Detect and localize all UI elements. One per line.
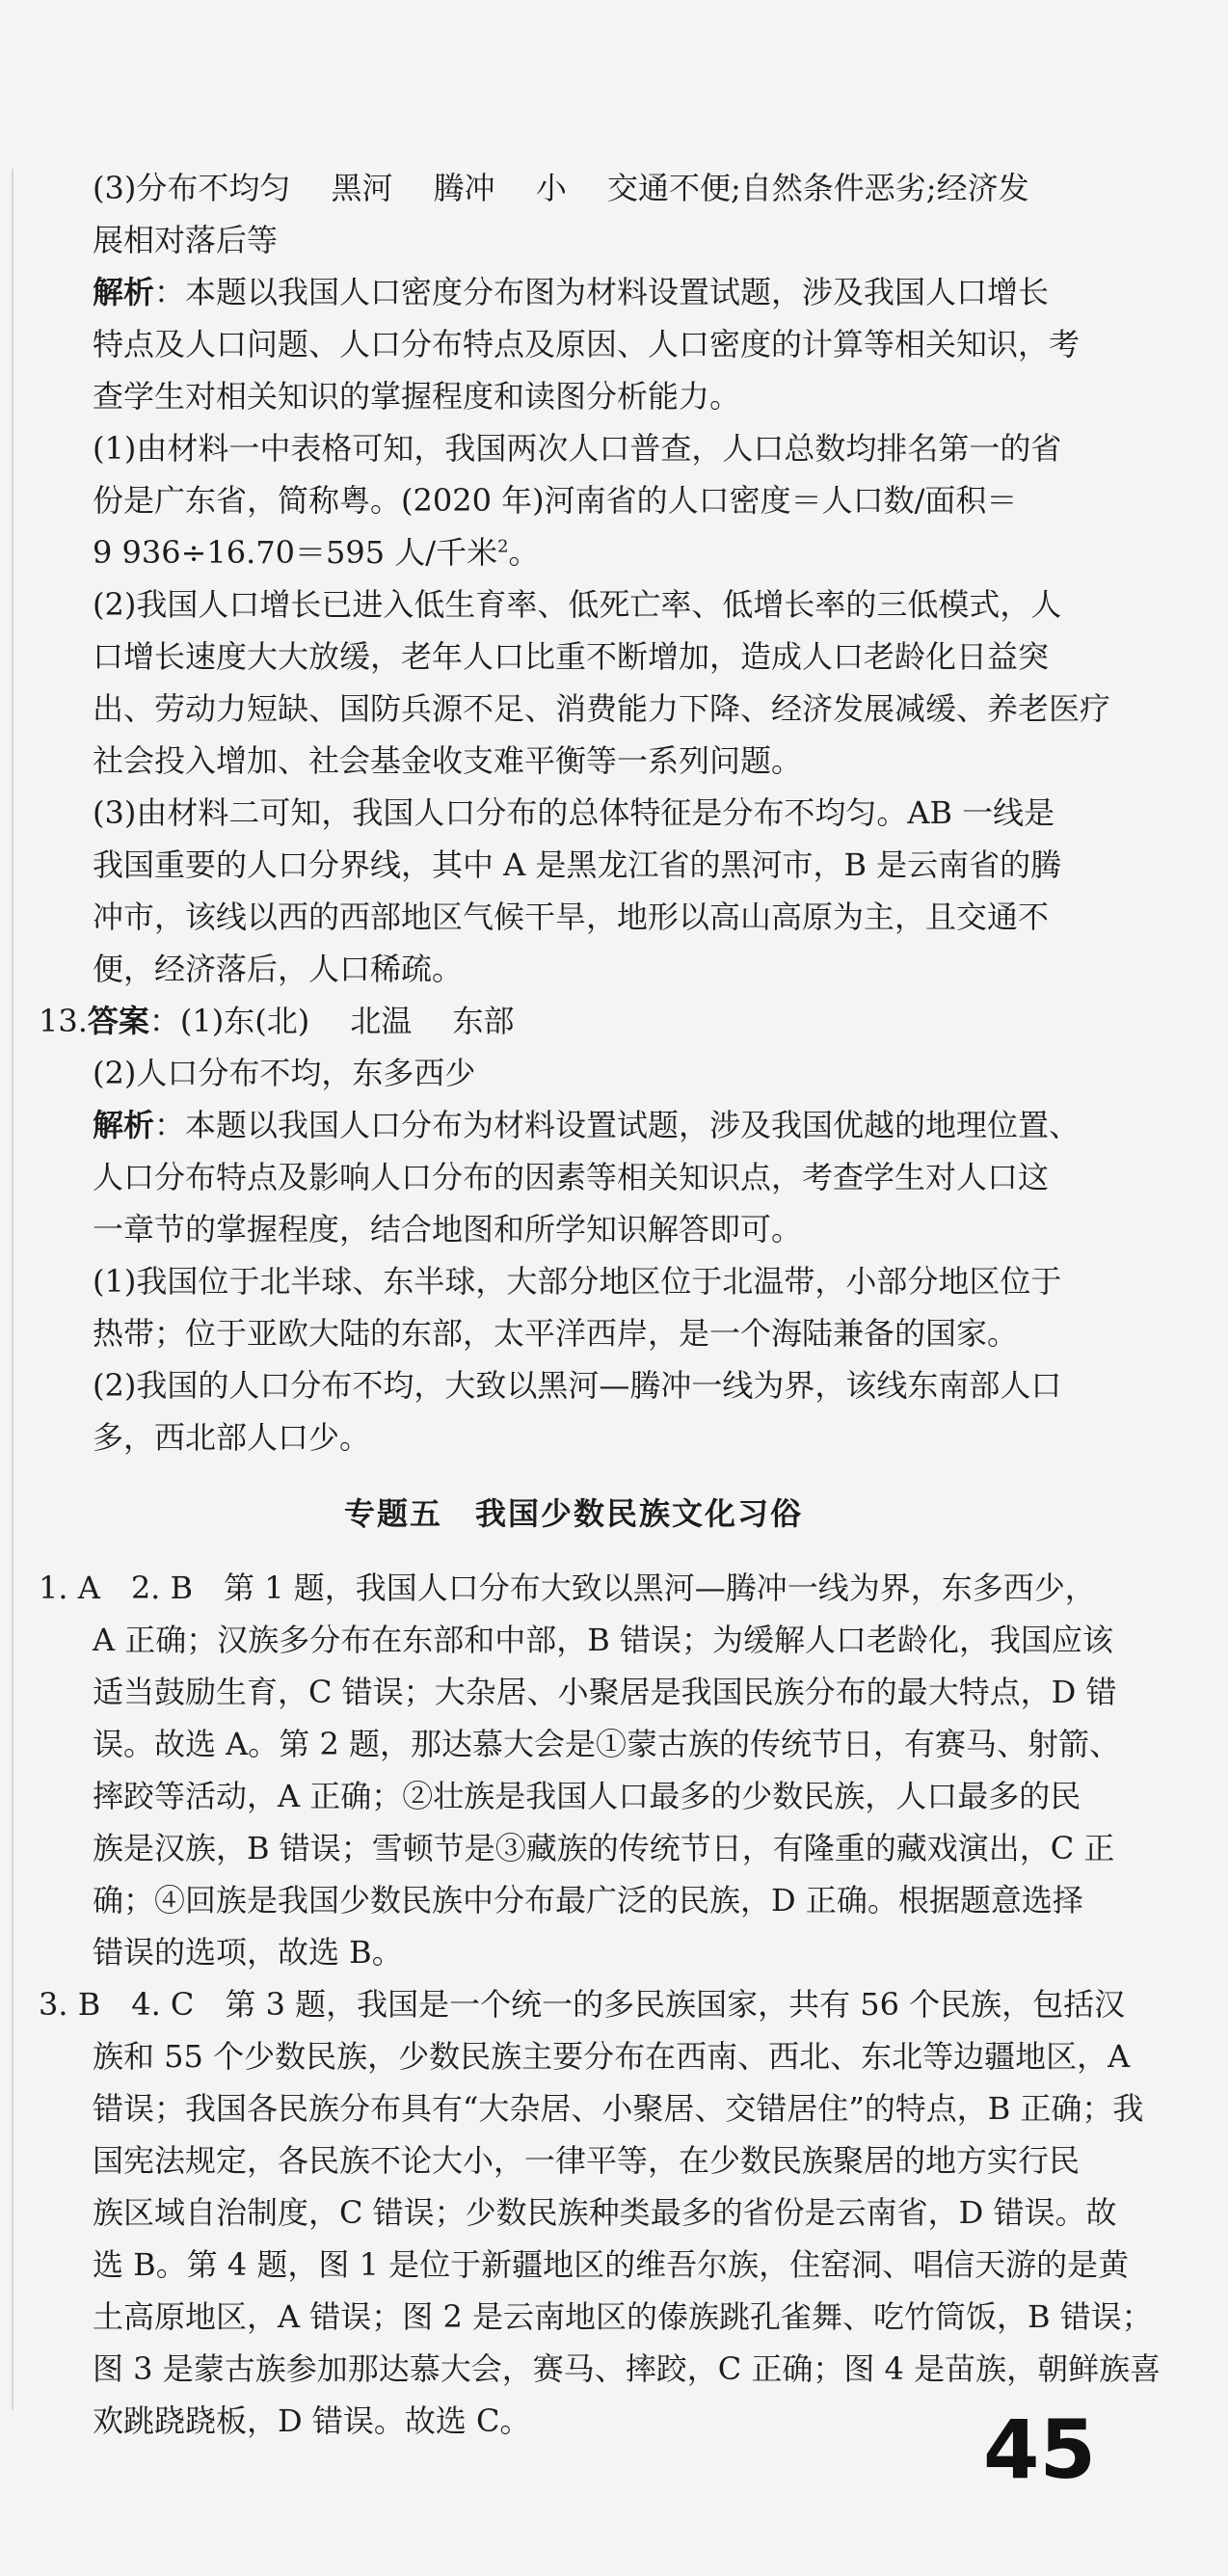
q12-analysis-p2: [39, 578, 1111, 787]
page-number: 45: [983, 2402, 1096, 2497]
answer-text: ：(1)东(北) 北温 东部: [148, 1003, 515, 1039]
q12-analysis-p1: [39, 422, 1108, 578]
q1-q2-answer: [39, 1562, 1120, 1978]
margin-divider: [12, 169, 13, 2410]
text-line: 一章节的掌握程度，结合地图和所学知识解答即可。: [93, 1211, 803, 1248]
text-line: 1. A 2. B 第 1 题，我国人口分布大致以黑河—腾冲一线为界，东多西少，: [39, 1570, 1096, 1606]
formula-end: 。: [508, 534, 540, 571]
text-line: 国宪法规定，各民族不论大小，一律平等，在少数民族聚居的地方实行民: [93, 2142, 1081, 2179]
text-line: 族区域自治制度，C 错误；少数民族种类最多的省份是云南省，D 错误。故: [93, 2194, 1117, 2231]
text-line: 查学生对相关知识的掌握程度和读图分析能力。: [93, 378, 741, 415]
text-line: 摔跤等活动，A 正确；②壮族是我国人口最多的少数民族，人口最多的民: [93, 1778, 1081, 1814]
text-line: (2)我国人口增长已进入低生育率、低死亡率、低增长率的三低模式，人: [93, 586, 1062, 623]
text-line: 错误；我国各民族分布具有“大杂居、小聚居、交错居住”的特点，B 正确；我: [93, 2090, 1144, 2127]
text-line: 误。故选 A。第 2 题，那达慕大会是①蒙古族的传统节日，有赛马、射箭、: [93, 1726, 1120, 1762]
text-line: 社会投入增加、社会基金收支难平衡等一系列问题。: [93, 742, 803, 779]
q13-analysis: [39, 1099, 1108, 1255]
question-number: 13.: [39, 1003, 88, 1039]
section-title: 专题五 我国少数民族文化习俗: [343, 1495, 803, 1532]
text-line: 出、劳动力短缺、国防兵源不足、消费能力下降、经济发展减缓、养老医疗: [93, 690, 1111, 727]
text-line: (1)由材料一中表格可知，我国两次人口普查，人口总数均排名第一的省: [93, 430, 1062, 467]
text-line: 族是汉族，B 错误；雪顿节是③藏族的传统节日，有隆重的藏戏演出，C 正: [93, 1830, 1115, 1866]
formula-text: 9 936÷16.70＝595 人/千米: [93, 534, 498, 571]
text-line: 错误的选项，故选 B。: [93, 1934, 403, 1971]
q13-analysis-p1: [39, 1255, 1108, 1359]
superscript: 2: [497, 536, 509, 557]
text-line: 热带；位于亚欧大陆的东部，太平洋西岸，是一个海陆兼备的国家。: [93, 1315, 1019, 1352]
text-line: (3)由材料二可知，我国人口分布的总体特征是分布不均匀。AB 一线是: [93, 794, 1055, 831]
q12-analysis: [39, 266, 1108, 422]
analysis-text: ：本题以我国人口密度分布图为材料设置试题，涉及我国人口增长: [154, 274, 1050, 310]
text-line: 口增长速度大大放缓，老年人口比重不断增加，造成人口老龄化日益突: [93, 638, 1050, 675]
q12-analysis-p3: [39, 787, 1108, 995]
text-line: 欢跳跷跷板，D 错误。故选 C。: [93, 2402, 531, 2439]
text-line: 适当鼓励生育，C 错误；大杂居、小聚居是我国民族分布的最大特点，D 错: [93, 1674, 1117, 1710]
text-line: 3. B 4. C 第 3 题，我国是一个统一的多民族国家，共有 56 个民族，包括汉: [39, 1986, 1126, 2023]
text-line: 我国重要的人口分界线，其中 A 是黑龙江省的黑河市，B 是云南省的腾: [93, 846, 1062, 883]
text-line: A 正确；汉族多分布在东部和中部，B 错误；为缓解人口老龄化，我国应该: [93, 1622, 1113, 1658]
q13-answer: [39, 995, 1108, 1099]
text-line: 展相对落后等: [93, 222, 279, 258]
text-line: 选 B。第 4 题，图 1 是位于新疆地区的维吾尔族，住窑洞、唱信天游的是黄: [93, 2246, 1130, 2283]
text-line: (2)我国的人口分布不均，大致以黑河—腾冲一线为界，该线东南部人口: [93, 1367, 1062, 1404]
q12-part3-answer: [39, 162, 1108, 266]
text-line: 便，经济落后，人口稀疏。: [93, 951, 464, 987]
text-line: [93, 1099, 1108, 1151]
text-line: [39, 995, 1108, 1047]
answer-label: 答案: [87, 1003, 149, 1039]
text-line: 特点及人口问题、人口分布特点及原因、人口密度的计算等相关知识，考: [93, 326, 1081, 362]
q13-analysis-p2: [39, 1359, 1108, 1463]
text-line: (3)分布不均匀 黑河 腾冲 小 交通不便;自然条件恶劣;经济发: [93, 170, 1029, 206]
text-line: (2)人口分布不均，东多西少: [93, 1055, 476, 1091]
text-line: 冲市，该线以西的西部地区气候干旱，地形以高山高原为主，且交通不: [93, 899, 1050, 935]
text-line: 人口分布特点及影响人口分布的因素等相关知识点，考查学生对人口这: [93, 1159, 1050, 1195]
text-line: 份是广东省，简称粤。(2020 年)河南省的人口密度＝人口数/面积＝: [93, 482, 1018, 519]
analysis-text: ：本题以我国人口分布为材料设置试题，涉及我国优越的地理位置、: [154, 1107, 1081, 1143]
analysis-label: 解析: [93, 1107, 155, 1143]
text-line: (1)我国位于北半球、东半球，大部分地区位于北温带，小部分地区位于: [93, 1263, 1062, 1300]
text-line: 确；④回族是我国少数民族中分布最广泛的民族，D 正确。根据题意选择: [93, 1882, 1083, 1919]
text-line: 土高原地区，A 错误；图 2 是云南地区的傣族跳孔雀舞、吃竹筒饭，B 错误；: [93, 2298, 1153, 2335]
text-line: [93, 526, 1108, 578]
text-line: 族和 55 个少数民族，少数民族主要分布在西南、西北、东北等边疆地区，A: [93, 2038, 1131, 2075]
text-line: [93, 266, 1108, 318]
text-line: 多，西北部人口少。: [93, 1419, 371, 1456]
analysis-label: 解析: [93, 274, 155, 310]
answer-content: [39, 162, 1161, 2447]
text-line: 图 3 是蒙古族参加那达慕大会，赛马、摔跤，C 正确；图 4 是苗族，朝鲜族喜: [93, 2350, 1161, 2387]
q3-q4-answer: [39, 1978, 1161, 2447]
